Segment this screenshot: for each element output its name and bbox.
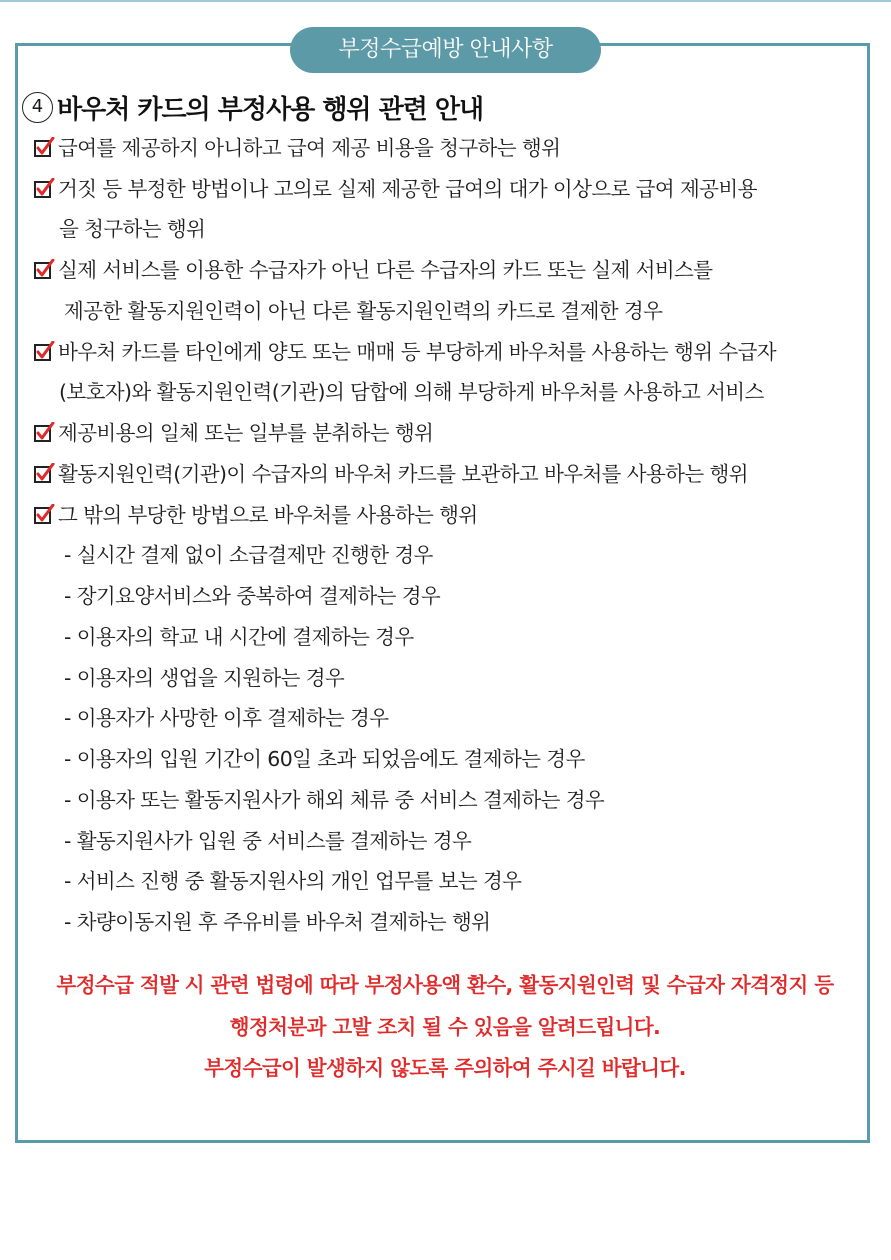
notice-line-2: 행정처분과 고발 조치 될 수 있음을 알려드립니다. (229, 1015, 661, 1039)
item-1 (34, 134, 560, 162)
item-7 (34, 501, 478, 529)
section-title: 바우처 카드의 부정사용 행위 관련 안내 (57, 94, 484, 125)
sub-item: - 이용자의 입원 기간이 60일 초과 되었음에도 결제하는 경우 (64, 747, 585, 771)
item-text: 바우처 카드를 타인에게 양도 또는 매매 등 부당하게 바우처를 사용하는 행위 수급자 (58, 340, 776, 364)
sub-item: - 장기요양서비스와 중복하여 결제하는 경우 (64, 584, 441, 608)
checkbox-icon (34, 137, 55, 158)
item-3-continued: 제공한 활동지원인력이 아닌 다른 활동지원인력의 카드로 결제한 경우 (64, 299, 663, 323)
checkbox-icon (34, 259, 55, 280)
sub-item: - 활동지원사가 입원 중 서비스를 결제하는 경우 (64, 829, 472, 853)
sub-item: - 서비스 진행 중 활동지원사의 개인 업무를 보는 경우 (64, 869, 522, 893)
sub-item: - 이용자의 학교 내 시간에 결제하는 경우 (64, 625, 414, 649)
checkbox-icon (34, 504, 55, 525)
checkbox-icon (34, 341, 55, 362)
item-3 (34, 256, 712, 284)
item-text: 급여를 제공하지 아니하고 급여 제공 비용을 청구하는 행위 (58, 136, 561, 160)
item-text: 그 밖의 부당한 방법으로 바우처를 사용하는 행위 (58, 503, 478, 527)
top-divider (0, 0, 891, 2)
item-2-continued: 을 청구하는 행위 (59, 217, 206, 241)
item-4-continued: (보호자)와 활동지원인력(기관)의 담합에 의해 부당하게 바우처를 사용하고 서비스 (59, 380, 764, 404)
item-text: 활동지원인력(기관)이 수급자의 바우처 카드를 보관하고 바우처를 사용하는 행위 (58, 462, 748, 486)
sub-item: - 실시간 결제 없이 소급결제만 진행한 경우 (64, 543, 433, 567)
notice-line-1: 부정수급 적발 시 관련 법령에 따라 부정사용액 환수, 활동지원인력 및 수급자 자격정지 등 (56, 973, 834, 997)
notice-line-3: 부정수급이 발생하지 않도록 주의하여 주시길 바랍니다. (204, 1056, 686, 1080)
item-text: 제공비용의 일체 또는 일부를 분취하는 행위 (58, 421, 434, 445)
sub-item: - 이용자가 사망한 이후 결제하는 경우 (64, 706, 389, 730)
section-number-badge: 4 (22, 92, 53, 123)
banner-title: 부정수급예방 안내사항 (290, 27, 601, 73)
section-heading (22, 87, 483, 127)
item-4 (34, 338, 776, 366)
checkbox-icon (34, 422, 55, 443)
sub-item: - 이용자 또는 활동지원사가 해외 체류 중 서비스 결제하는 경우 (64, 788, 605, 812)
item-text: 실제 서비스를 이용한 수급자가 아닌 다른 수급자의 카드 또는 실제 서비스를 (58, 258, 713, 282)
item-2 (34, 175, 757, 203)
item-text: 거짓 등 부정한 방법이나 고의로 실제 제공한 급여의 대가 이상으로 급여 제공비용 (58, 177, 757, 201)
item-5 (34, 419, 433, 447)
sub-item: - 차량이동지원 후 주유비를 바우처 결제하는 행위 (64, 910, 491, 934)
sub-item: - 이용자의 생업을 지원하는 경우 (64, 666, 345, 690)
checkbox-icon (34, 178, 55, 199)
checkbox-icon (34, 463, 55, 484)
item-6 (34, 460, 748, 488)
